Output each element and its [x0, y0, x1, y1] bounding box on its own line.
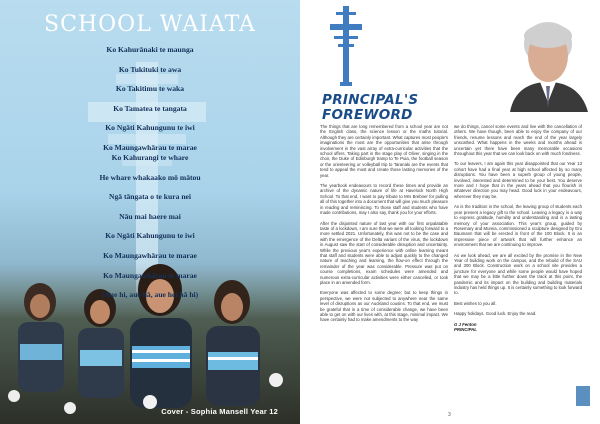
- waiata-line: Nāu mai haere mai: [119, 211, 181, 221]
- principal-portrait: [496, 10, 592, 112]
- waiata-line: Ko Tamatea te tangata: [113, 103, 187, 113]
- waiata-line: Ko Kahurangi te whare: [111, 153, 189, 162]
- foreword-column-right: [454, 124, 582, 337]
- waiata-line: Ko Kahurānaki te maunga: [106, 45, 194, 54]
- cover-credit-caption: Cover - Sophia Mansell Year 12: [161, 407, 278, 416]
- waiata-line: Ko Ngāti Kahungunu te iwi: [105, 123, 195, 133]
- foreword-heading: [322, 93, 418, 122]
- foreword-paragraph: Everyone was affected to some degree; but to keep things in perspective, we were not subjected to anywhere near the same level of disruptions as our Auckland cousins. To that end, we must be grateful that in a time of considerable change, we have been able to get on with our lives with, at this stage, minimal impact. We have certainly had to make amendments to the way: [320, 290, 448, 323]
- waiata-line: Ko Tukituki te awa: [118, 64, 182, 74]
- principal-signature: [454, 322, 582, 333]
- corner-tab: [576, 386, 590, 406]
- foreword-paragraph: After the disjointed nature of last year with our first unpalatable taste of a lockdown, I am sure that we were all looking forward to a more settled 2021. Unfortunately, this was not to be the case and with the emergence of the Delta variant of the virus, the lockdown in August saw the start of considerable disruption and uncertainty. While the previous year's experience with online learning meant that staff and students were able to adjust quickly to the changed nature of teaching and learning, the flow-on effect through the remainder of the year was considerable. Pressure was put on course completions, exam schedules were amended and numerous extra-curricular activities were either cancelled, or took place in an amended form.: [320, 220, 448, 285]
- foreword-paragraph: The things that are long remembered from a school year are not the English class, the science lesson or the maths tutorial. Although they are certainly important. What captures most people's imaginations the most are the opportunities that arise through involvement in the vast array of extra-curricular activities that the school offers. Taking part in the stage play of Oliver, singing in the choir, the Duke of Edinburgh tramp to Te Puia, the football season or the orienteering or volleyball trip to Taranaki are the events that tend to appeal the most and create those lasting memories of the year.: [320, 124, 448, 178]
- waiata-line: (Aue hi, aue hā, aue hei hā hi): [101, 290, 199, 300]
- signature-title: PRINCIPAL: [454, 327, 477, 332]
- heading-line-two: FOREWORD: [322, 106, 413, 123]
- waiata-line: Ko Maungawhārau te marae: [103, 270, 197, 280]
- foreword-paragraph: we do things, cancel some events and live with the cancellation of others. We have though, been able to enjoy the company of our friends, resume lessons and reach the end of the year largely unscathed. What happens in the weeks and months ahead is uncertain yet there have been many memorable occasions throughout this year that we can look back on with much fondness.: [454, 124, 582, 157]
- foreword-paragraph: Best wishes to you all.: [454, 300, 497, 306]
- foreword-paragraph: The yearbook endeavours to record these times and provide an archive of the dynamic nature of life at Havelock North High School. To that end, I want to pay tribute to Mrs Brebner for pulling all of this together into a document that will give you much pleasure in reading and reminiscing. To those staff and students who have made contributions, may I also say, thank you for your efforts.: [320, 183, 448, 216]
- waiata-verse-two: [0, 148, 300, 305]
- waiata-line: Ko Takitimu te waka: [115, 84, 185, 94]
- foreword-paragraph: To our leavers, I am again this year disappointed that our Year 13 cohort have had a final year at high school affected by so many disruptions. You have been a superb group of young people, involved, interested and determined to be your best. You deserve more and I hope that in the years ahead that you flourish in whatever direction you may head. Good luck in your endeavours, wherever they may be.: [454, 161, 582, 199]
- signature-name: G J Fenton: [454, 321, 477, 327]
- waiata-line: Ngā tāngata o te kura nei: [108, 192, 192, 202]
- waiata-line: Ko Maungawhārau te marae: [103, 250, 197, 260]
- foreword-paragraph: As we look ahead, we are all excited by the promise in the New Year of building work on the campus, and the rebuild of the SAU and 300 Block. Construction work on a school site provides a juncture for everyone and while some people would have hoped that we may be a little further down the track at this point, the pandemic and its impact on the building and building materials industry has held things up. It is certainly something to look forward to.: [454, 252, 582, 296]
- waiata-verse-one: [0, 40, 300, 158]
- heading-line-one: PRINCIPAL'S: [322, 92, 419, 108]
- foreword-paragraph: Happy holidays. Good luck. Enjoy the read.: [454, 311, 537, 317]
- principal-foreword-page: [300, 0, 600, 424]
- waiata-line: He whare whakaako mō mātou: [99, 172, 201, 182]
- waiata-title: SCHOOL WAIATA: [44, 12, 256, 37]
- page-number: 3: [448, 412, 451, 418]
- foreword-column-left: [320, 124, 448, 328]
- foreword-paragraph: As is the tradition in the school, the leaving group of students each year present a legacy gift to the school. Leaving a legacy is a way to express gratitude, humility and understanding and is a lasting memory of your association. This year's group, guided by Rosemary and Mureia, commissioned a sculpture designed by Eru Baumann that will be erected in front of the 100 Block. It is an impressive piece of artwork that will further enhance an environment that we are continuing to improve.: [454, 204, 582, 248]
- waiata-line: Ko Maungawhārau te marae: [103, 142, 197, 152]
- school-cross-logo-icon: [330, 6, 362, 88]
- waiata-line: Ko Ngāti Kahungunu te iwi: [105, 231, 195, 241]
